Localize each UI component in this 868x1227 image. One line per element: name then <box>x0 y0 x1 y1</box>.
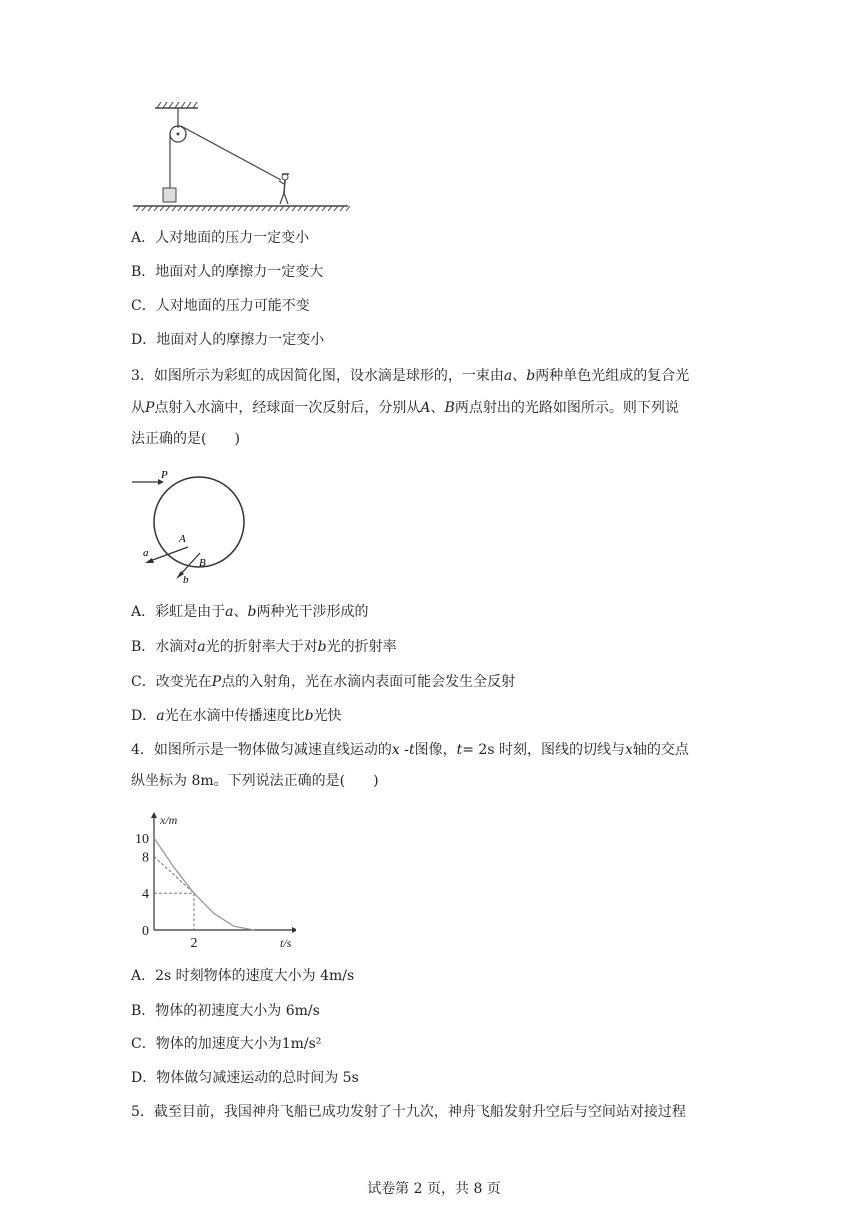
page-footer: 试卷第 2 页，共 8 页 <box>367 1181 501 1197</box>
x-t-curve <box>154 838 254 930</box>
label-a-point: A <box>179 533 186 545</box>
q5-stem-line1: 5．截至目前，我国神舟飞船已成功发射了十九次，神舟飞船发射升空后与空间站对接过程 <box>131 1104 686 1120</box>
x-tick-label-2: 2 <box>190 936 198 950</box>
q2-option-b: B．地面对人的摩擦力一定变大 <box>131 264 324 280</box>
y-axis-arrow <box>151 812 157 818</box>
q4-option-b: B．物体的初速度大小为 6m/s <box>131 1003 320 1019</box>
q3-stem-line3: 法正确的是( ) <box>131 431 240 447</box>
q3-option-c: C．改变光在P点的入射角，光在水滴内表面可能会发生全反射 <box>131 674 516 690</box>
y-tick-label-10: 10 <box>135 832 149 847</box>
q4-stem-line1: 4．如图所示是一物体做匀减速直线运动的x -t图像，t= 2s 时刻，图线的切线与x轴的交点 <box>131 742 689 758</box>
y-tick-label-0: 0 <box>142 924 149 939</box>
tangent-line <box>154 856 194 893</box>
label-p: P <box>161 469 168 481</box>
q4-option-a: A．2s 时刻物体的速度大小为 4m/s <box>131 968 355 984</box>
raindrop-figure <box>128 462 253 584</box>
y-axis-label: x/m <box>160 813 178 827</box>
q4-option-c: C．物体的加速度大小为1m/s² <box>131 1036 322 1052</box>
label-b-point: B <box>199 557 206 569</box>
x-axis-label: t/s <box>280 936 292 950</box>
x-axis-arrow <box>292 927 296 933</box>
q3-stem-line1: 3．如图所示为彩虹的成因简化图，设水滴是球形的，一束由a、b两种单色光组成的复合光 <box>131 368 690 384</box>
xt-chart <box>126 808 296 950</box>
q2-option-d: D．地面对人的摩擦力一定变小 <box>131 332 325 348</box>
q3-stem-line2: 从P点射入水滴中，经球面一次反射后，分别从A、B两点射出的光路如图所示。则下列说 <box>131 400 679 416</box>
q2-option-c: C．人对地面的压力可能不变 <box>131 298 310 314</box>
q3-option-a: A．彩虹是由于a、b两种光干涉形成的 <box>131 604 369 620</box>
q3-option-d: D．a光在水滴中传播速度比b光快 <box>131 708 342 724</box>
q2-option-a: A．人对地面的压力一定变小 <box>131 230 310 246</box>
pulley-figure <box>128 100 353 215</box>
q3-option-b: B．水滴对a光的折射率大于对b光的折射率 <box>131 639 397 655</box>
label-b-ray: b <box>183 574 189 584</box>
y-tick-label-4: 4 <box>142 887 149 903</box>
q4-stem-line2: 纵坐标为 8m。下列说法正确的是( ) <box>131 773 379 789</box>
y-tick-label-8: 8 <box>142 850 149 866</box>
label-a-ray: a <box>143 547 149 559</box>
q4-option-d: D．物体做匀减速运动的总时间为 5s <box>131 1070 359 1086</box>
